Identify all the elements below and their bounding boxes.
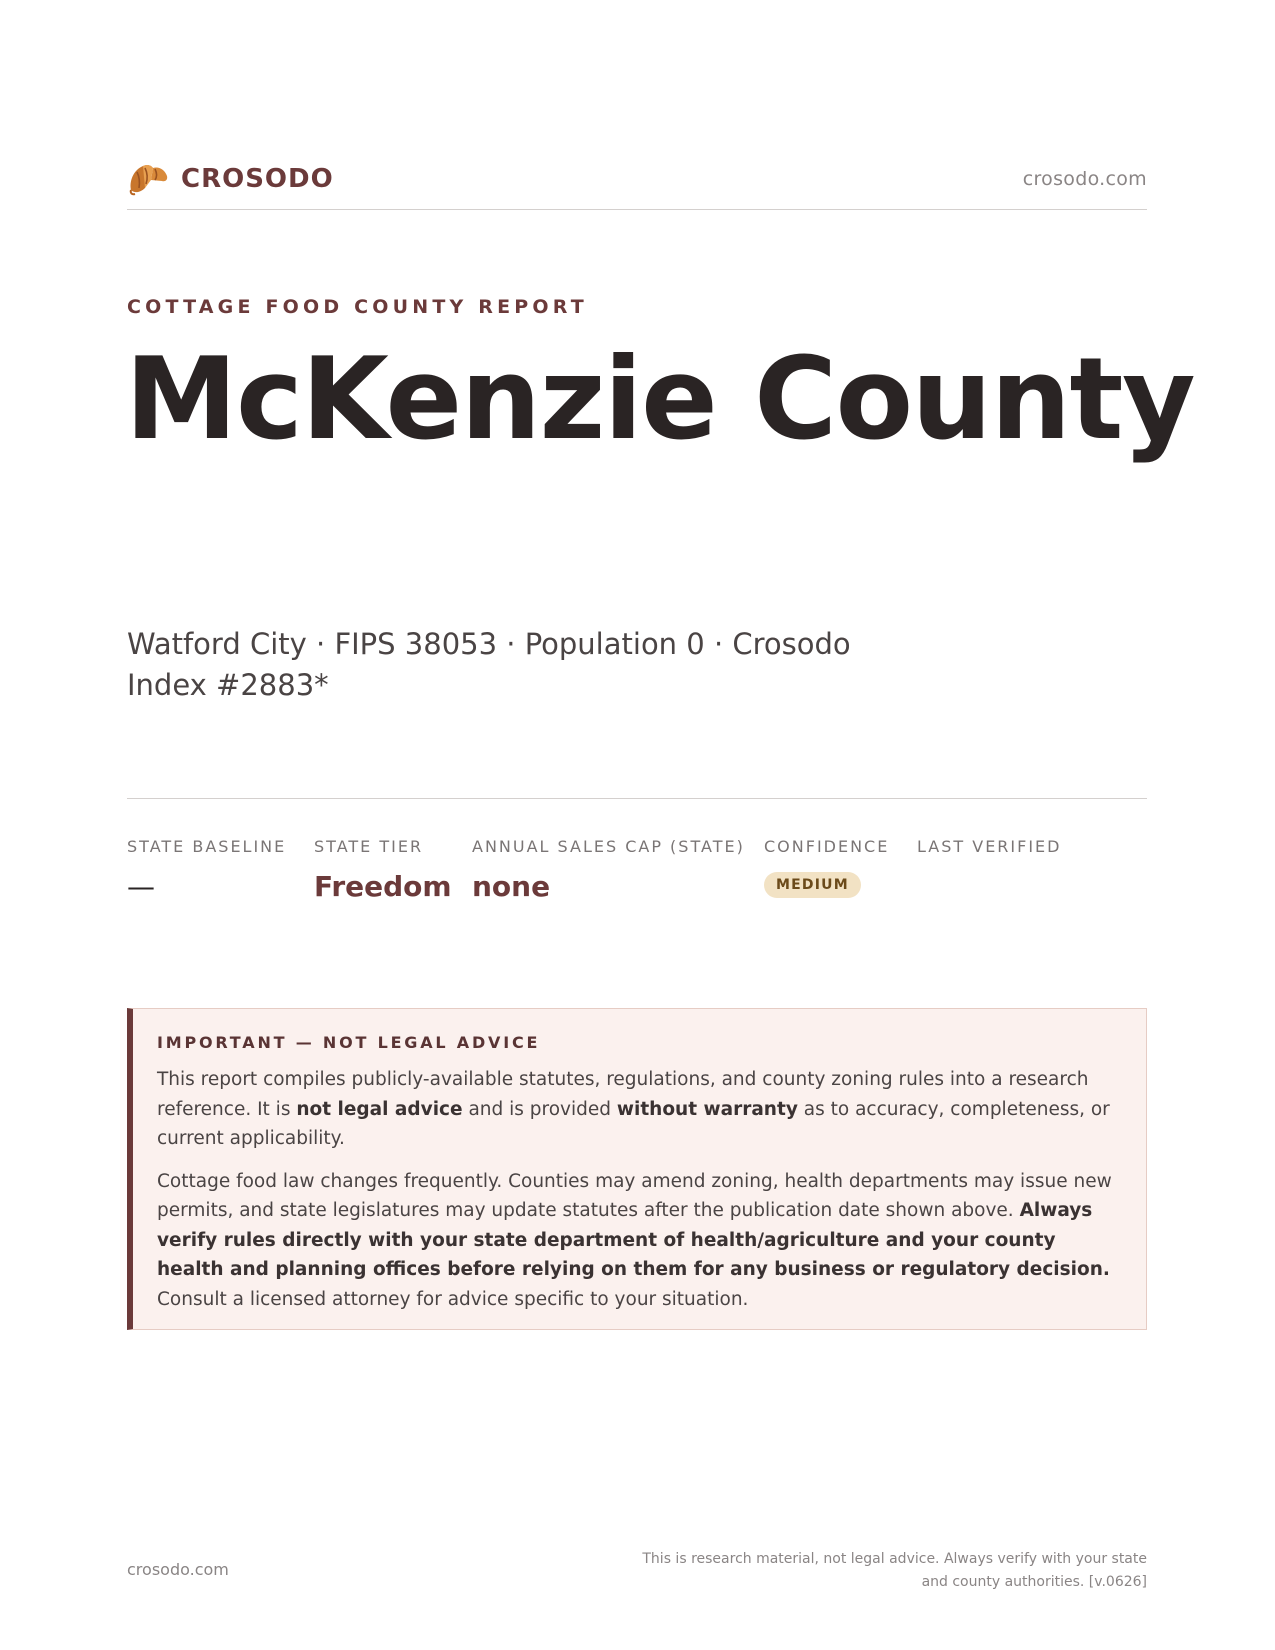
metric-sales-cap	[472, 837, 745, 903]
notice-paragraph: This report compiles publicly-available statutes, regulations, and county zoning rules into a research reference. It is not legal advice and is provided without warranty as to accuracy, completeness, or current applicability.	[157, 1069, 1110, 1149]
metric-label: LAST VERIFIED	[917, 837, 1062, 856]
footer-url[interactable]: crosodo.com	[127, 1560, 229, 1579]
legal-notice	[127, 1008, 1147, 1330]
metric-label: STATE TIER	[314, 837, 424, 856]
metric-confidence	[764, 837, 889, 898]
page-title: McKenzie County	[125, 333, 1195, 465]
croissant-icon	[127, 160, 169, 198]
brand-name: CROSODO	[181, 164, 334, 194]
metric-state-baseline	[127, 837, 286, 903]
brand	[127, 160, 334, 198]
metric-label: CONFIDENCE	[764, 837, 890, 856]
site-url[interactable]: crosodo.com	[1022, 168, 1147, 190]
metric-label: ANNUAL SALES CAP (STATE)	[472, 837, 745, 856]
metric-value: none	[472, 870, 551, 903]
notice-title: IMPORTANT — NOT LEGAL ADVICE	[157, 1033, 541, 1052]
report-eyebrow: COTTAGE FOOD COUNTY REPORT	[127, 296, 588, 318]
page-header	[127, 158, 1147, 210]
metric-state-tier	[314, 837, 452, 903]
confidence-badge: MEDIUM	[764, 872, 861, 898]
footer-disclaimer: This is research material, not legal advice. Always verify with your state and county authorities. [v.0626]	[642, 1551, 1147, 1590]
metric-value: Freedom	[314, 870, 452, 903]
metric-last-verified	[917, 837, 1061, 870]
metrics-row	[127, 798, 1147, 918]
metric-label: STATE BASELINE	[127, 837, 287, 856]
metric-value: —	[127, 870, 155, 903]
notice-paragraph: Cottage food law changes frequently. Counties may amend zoning, health departments may issue new permits, and state legislatures may update statutes after the publication date shown above. Always verify rules directly with your state department of health/agriculture and your county health and planning offices before relying on them for any business or regulatory decision. Consult a licensed attorney for advice specific to your situation.	[157, 1170, 1112, 1310]
county-subtitle: Watford City · FIPS 38053 · Population 0 · Crosodo Index #2883*	[127, 627, 851, 702]
